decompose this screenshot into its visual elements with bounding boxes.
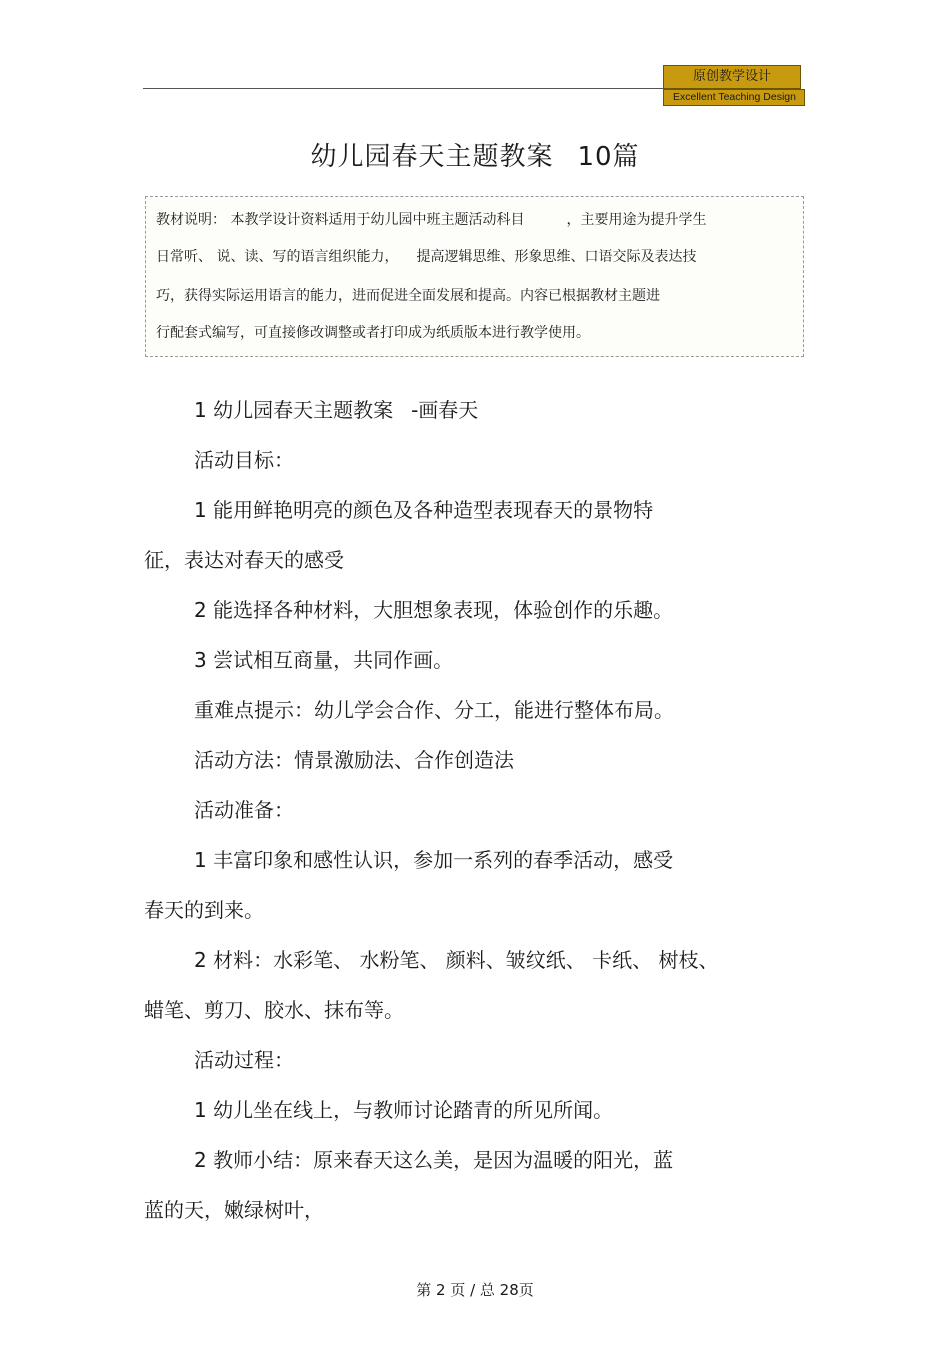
prep-1-line-a: 1 丰富印象和感性认识，参加一系列的春季活动，感受 xyxy=(194,848,674,872)
step-2-line-b: 蓝的天，嫩绿树叶， xyxy=(144,1198,324,1222)
page-number: 第 2 页 / 总 28页 xyxy=(416,1281,534,1299)
prep-2-line-a: 2 材料：水彩笔、 水粉笔、 颜料、皱纹纸、 卡纸、 树枝、 xyxy=(194,948,719,972)
header-badge-en: Excellent Teaching Design xyxy=(663,89,805,106)
note-line-1 xyxy=(156,210,706,230)
note-line-4: 行配套式编写，可直接修改调整或者打印成为纸质版本进行教学使用。 xyxy=(156,325,590,341)
note-line-2-a: 日常听、 说、读、写的语言组织能力， xyxy=(156,249,399,265)
goal-1-line-a: 1 能用鲜艳明亮的颜色及各种造型表现春天的景物特 xyxy=(194,498,654,522)
section-title-a: 1 幼儿园春天主题教案 xyxy=(194,398,394,422)
header-badge-cn: 原创教学设计 xyxy=(663,65,801,89)
title-main: 幼儿园春天主题教案 xyxy=(310,142,554,172)
goal-1-line-b: 征，表达对春天的感受 xyxy=(144,548,344,572)
key-points: 重难点提示：幼儿学会合作、分工，能进行整体布局。 xyxy=(194,698,674,722)
prep-2-line-b: 蜡笔、剪刀、胶水、抹布等。 xyxy=(144,998,404,1022)
title-count: 10篇 xyxy=(577,142,640,172)
process-heading: 活动过程： xyxy=(194,1048,294,1072)
section-title xyxy=(194,396,478,424)
note-line-3: 巧，获得实际运用语言的能力，进而促进全面发展和提高。内容已根据教材主题进 xyxy=(156,288,660,304)
header-rule xyxy=(143,88,663,89)
prep-heading: 活动准备： xyxy=(194,798,294,822)
goal-2: 2 能选择各种材料，大胆想象表现，体验创作的乐趣。 xyxy=(194,598,674,622)
step-1: 1 幼儿坐在线上，与教师讨论踏青的所见所闻。 xyxy=(194,1098,614,1122)
note-line-2-b: 提高逻辑思维、形象思维、口语交际及表达技 xyxy=(416,249,697,265)
page-title xyxy=(0,140,950,174)
note-line-1-a: 教材说明： 本教学设计资料适用于幼儿园中班主题活动科目 xyxy=(156,212,525,228)
note-line-1-b: ，主要用途为提升学生 xyxy=(566,212,707,228)
note-line-2 xyxy=(156,247,696,267)
step-2-line-a: 2 教师小结：原来春天这么美，是因为温暖的阳光，蓝 xyxy=(194,1148,674,1172)
goal-3: 3 尝试相互商量，共同作画。 xyxy=(194,648,454,672)
goal-heading: 活动目标： xyxy=(194,448,294,472)
section-title-b: -画春天 xyxy=(411,398,479,422)
method: 活动方法：情景激励法、合作创造法 xyxy=(194,748,514,772)
prep-1-line-b: 春天的到来。 xyxy=(144,898,264,922)
